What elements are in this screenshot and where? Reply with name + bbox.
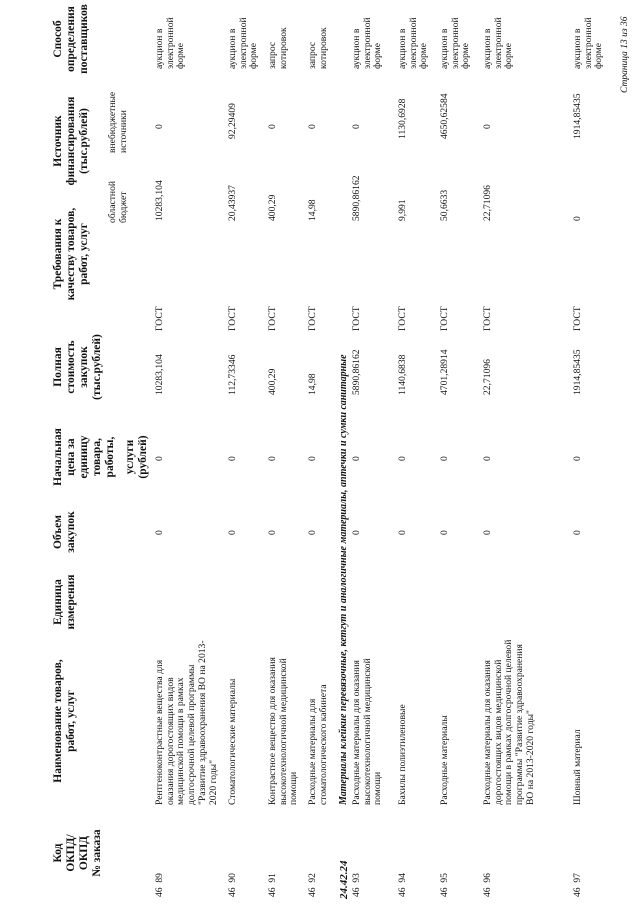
row-name: Контрастное вещество для оказания высокотехнологичной медицинской помощи <box>267 657 300 805</box>
section-title: Материалы клейкие перевязочные, кетгут и аналогичные материалы, аптечки и сумки санитарные <box>338 354 349 805</box>
row-name: Бахилы полиэтиленовые <box>397 704 408 805</box>
row-code: 46 90 <box>227 873 238 897</box>
row-code: 46 93 <box>351 873 362 897</box>
row-method: аукцион в электронной форме <box>351 17 384 69</box>
header-code: Код ОКПД/ ОКПД № заказа <box>52 829 103 877</box>
row-volume: 0 <box>351 530 362 535</box>
header-source-regional: областной бюджет <box>107 180 129 223</box>
row-volume: 0 <box>307 530 318 535</box>
row-regional: 50,6633 <box>439 189 450 221</box>
row-total: 1140,6838 <box>397 354 408 395</box>
row-regional: 5890,86162 <box>351 175 362 221</box>
row-name: Расходные материалы для стоматологического кабинета <box>307 684 329 805</box>
row-price: 0 <box>307 456 318 461</box>
row-extra: 1914,85435 <box>572 93 583 139</box>
row-name: Расходные материалы <box>439 715 450 805</box>
row-regional: 400,29 <box>267 194 278 221</box>
header-volume: Объем закупок <box>52 511 77 553</box>
row-name: Шовный материал <box>572 729 583 805</box>
row-quality: ГОСТ <box>267 306 278 331</box>
row-regional: 10283,104 <box>154 180 165 221</box>
row-price: 0 <box>267 456 278 461</box>
row-code: 46 94 <box>397 873 408 897</box>
section-code: 24.42.24 <box>338 860 350 899</box>
row-price: 0 <box>351 456 362 461</box>
row-volume: 0 <box>397 530 408 535</box>
header-source-extra: внебюджетные источники <box>107 91 129 153</box>
row-extra: 0 <box>482 124 493 129</box>
row-regional: 22,71096 <box>482 185 493 221</box>
row-price: 0 <box>482 456 493 461</box>
row-price: 0 <box>227 456 238 461</box>
header-name: Наименование товаров, работ, услуг <box>52 659 77 783</box>
row-regional: 20,43937 <box>227 185 238 221</box>
row-volume: 0 <box>154 530 165 535</box>
row-code: 46 96 <box>482 873 493 897</box>
header-total: Полная стоимость закупок (тыс.рублей) <box>52 334 103 400</box>
row-quality: ГОСТ <box>351 306 362 331</box>
row-method: аукцион в электронной форме <box>227 17 260 69</box>
row-method: аукцион в электронной форме <box>397 17 430 69</box>
row-extra: 92,29409 <box>227 103 238 139</box>
row-price: 0 <box>154 456 165 461</box>
row-total: 10283,104 <box>154 354 165 395</box>
row-total: 5890,86162 <box>351 349 362 395</box>
row-method: аукцион в электронной форме <box>482 17 515 69</box>
row-method: запрос котировок <box>267 27 289 69</box>
row-quality: ГОСТ <box>572 306 583 331</box>
header-unit: Единица измерения <box>52 574 77 630</box>
row-method: аукцион в электронной форме <box>154 17 187 69</box>
row-name: Рентгеноконтрастные вещества для оказания дорогостоящих видов медицинской помощи в рамках долгосрочной целевой программы "Развитие здравоохранения ВО на 2013-2020 годы" <box>154 640 219 805</box>
row-regional: 0 <box>572 216 583 221</box>
row-total: 22,71096 <box>482 359 493 395</box>
row-regional: 9,991 <box>397 199 408 221</box>
row-price: 0 <box>397 456 408 461</box>
row-price: 0 <box>572 456 583 461</box>
row-quality: ГОСТ <box>482 306 493 331</box>
row-name: Расходные материалы для оказания дорогостоящих видов медицинской помощи в рамках долгосрочной целевой программы "Развитие здравоохранения ВО на 2013-2020 годы" <box>482 639 536 805</box>
row-volume: 0 <box>267 530 278 535</box>
row-quality: ГОСТ <box>397 306 408 331</box>
row-volume: 0 <box>227 530 238 535</box>
row-volume: 0 <box>572 530 583 535</box>
row-code: 46 91 <box>267 873 278 897</box>
row-method: аукцион в электронной форме <box>572 17 605 69</box>
header-source: Источник финансирования (тыс.рублей) <box>52 96 90 186</box>
row-quality: ГОСТ <box>227 306 238 331</box>
row-quality: ГОСТ <box>154 306 165 331</box>
row-total: 400,29 <box>267 368 278 395</box>
row-extra: 1130,6928 <box>397 98 408 139</box>
row-extra: 0 <box>154 124 165 129</box>
row-code: 46 92 <box>307 873 318 897</box>
row-name: Стоматологические материалы <box>227 678 238 805</box>
header-quality: Требования к качеству товаров, работ, услуг <box>52 207 90 301</box>
row-quality: ГОСТ <box>439 306 450 331</box>
header-price: Начальная цена за единицу товара, работы, услуги (рублей) <box>52 428 150 486</box>
row-extra: 4650,62584 <box>439 93 450 139</box>
page-footer: Страница 13 из 36 <box>620 16 630 93</box>
row-total: 1914,85435 <box>572 349 583 395</box>
row-extra: 0 <box>351 124 362 129</box>
row-regional: 14,98 <box>307 199 318 221</box>
row-method: запрос котировок <box>307 27 329 69</box>
row-volume: 0 <box>482 530 493 535</box>
row-extra: 0 <box>267 124 278 129</box>
row-method: аукцион в электронной форме <box>439 17 472 69</box>
row-quality: ГОСТ <box>307 306 318 331</box>
row-total: 4701,28914 <box>439 349 450 395</box>
row-total: 112,73346 <box>227 354 238 395</box>
header-method: Способ определения поставщиков <box>52 4 90 74</box>
row-name: Расходные материалы для оказания высокотехнологичной медицинской помощи <box>351 658 384 805</box>
row-volume: 0 <box>439 530 450 535</box>
row-extra: 0 <box>307 124 318 129</box>
row-total: 14,98 <box>307 373 318 395</box>
row-code: 46 89 <box>154 873 165 897</box>
row-code: 46 97 <box>572 873 583 897</box>
row-code: 46 95 <box>439 873 450 897</box>
row-price: 0 <box>439 456 450 461</box>
